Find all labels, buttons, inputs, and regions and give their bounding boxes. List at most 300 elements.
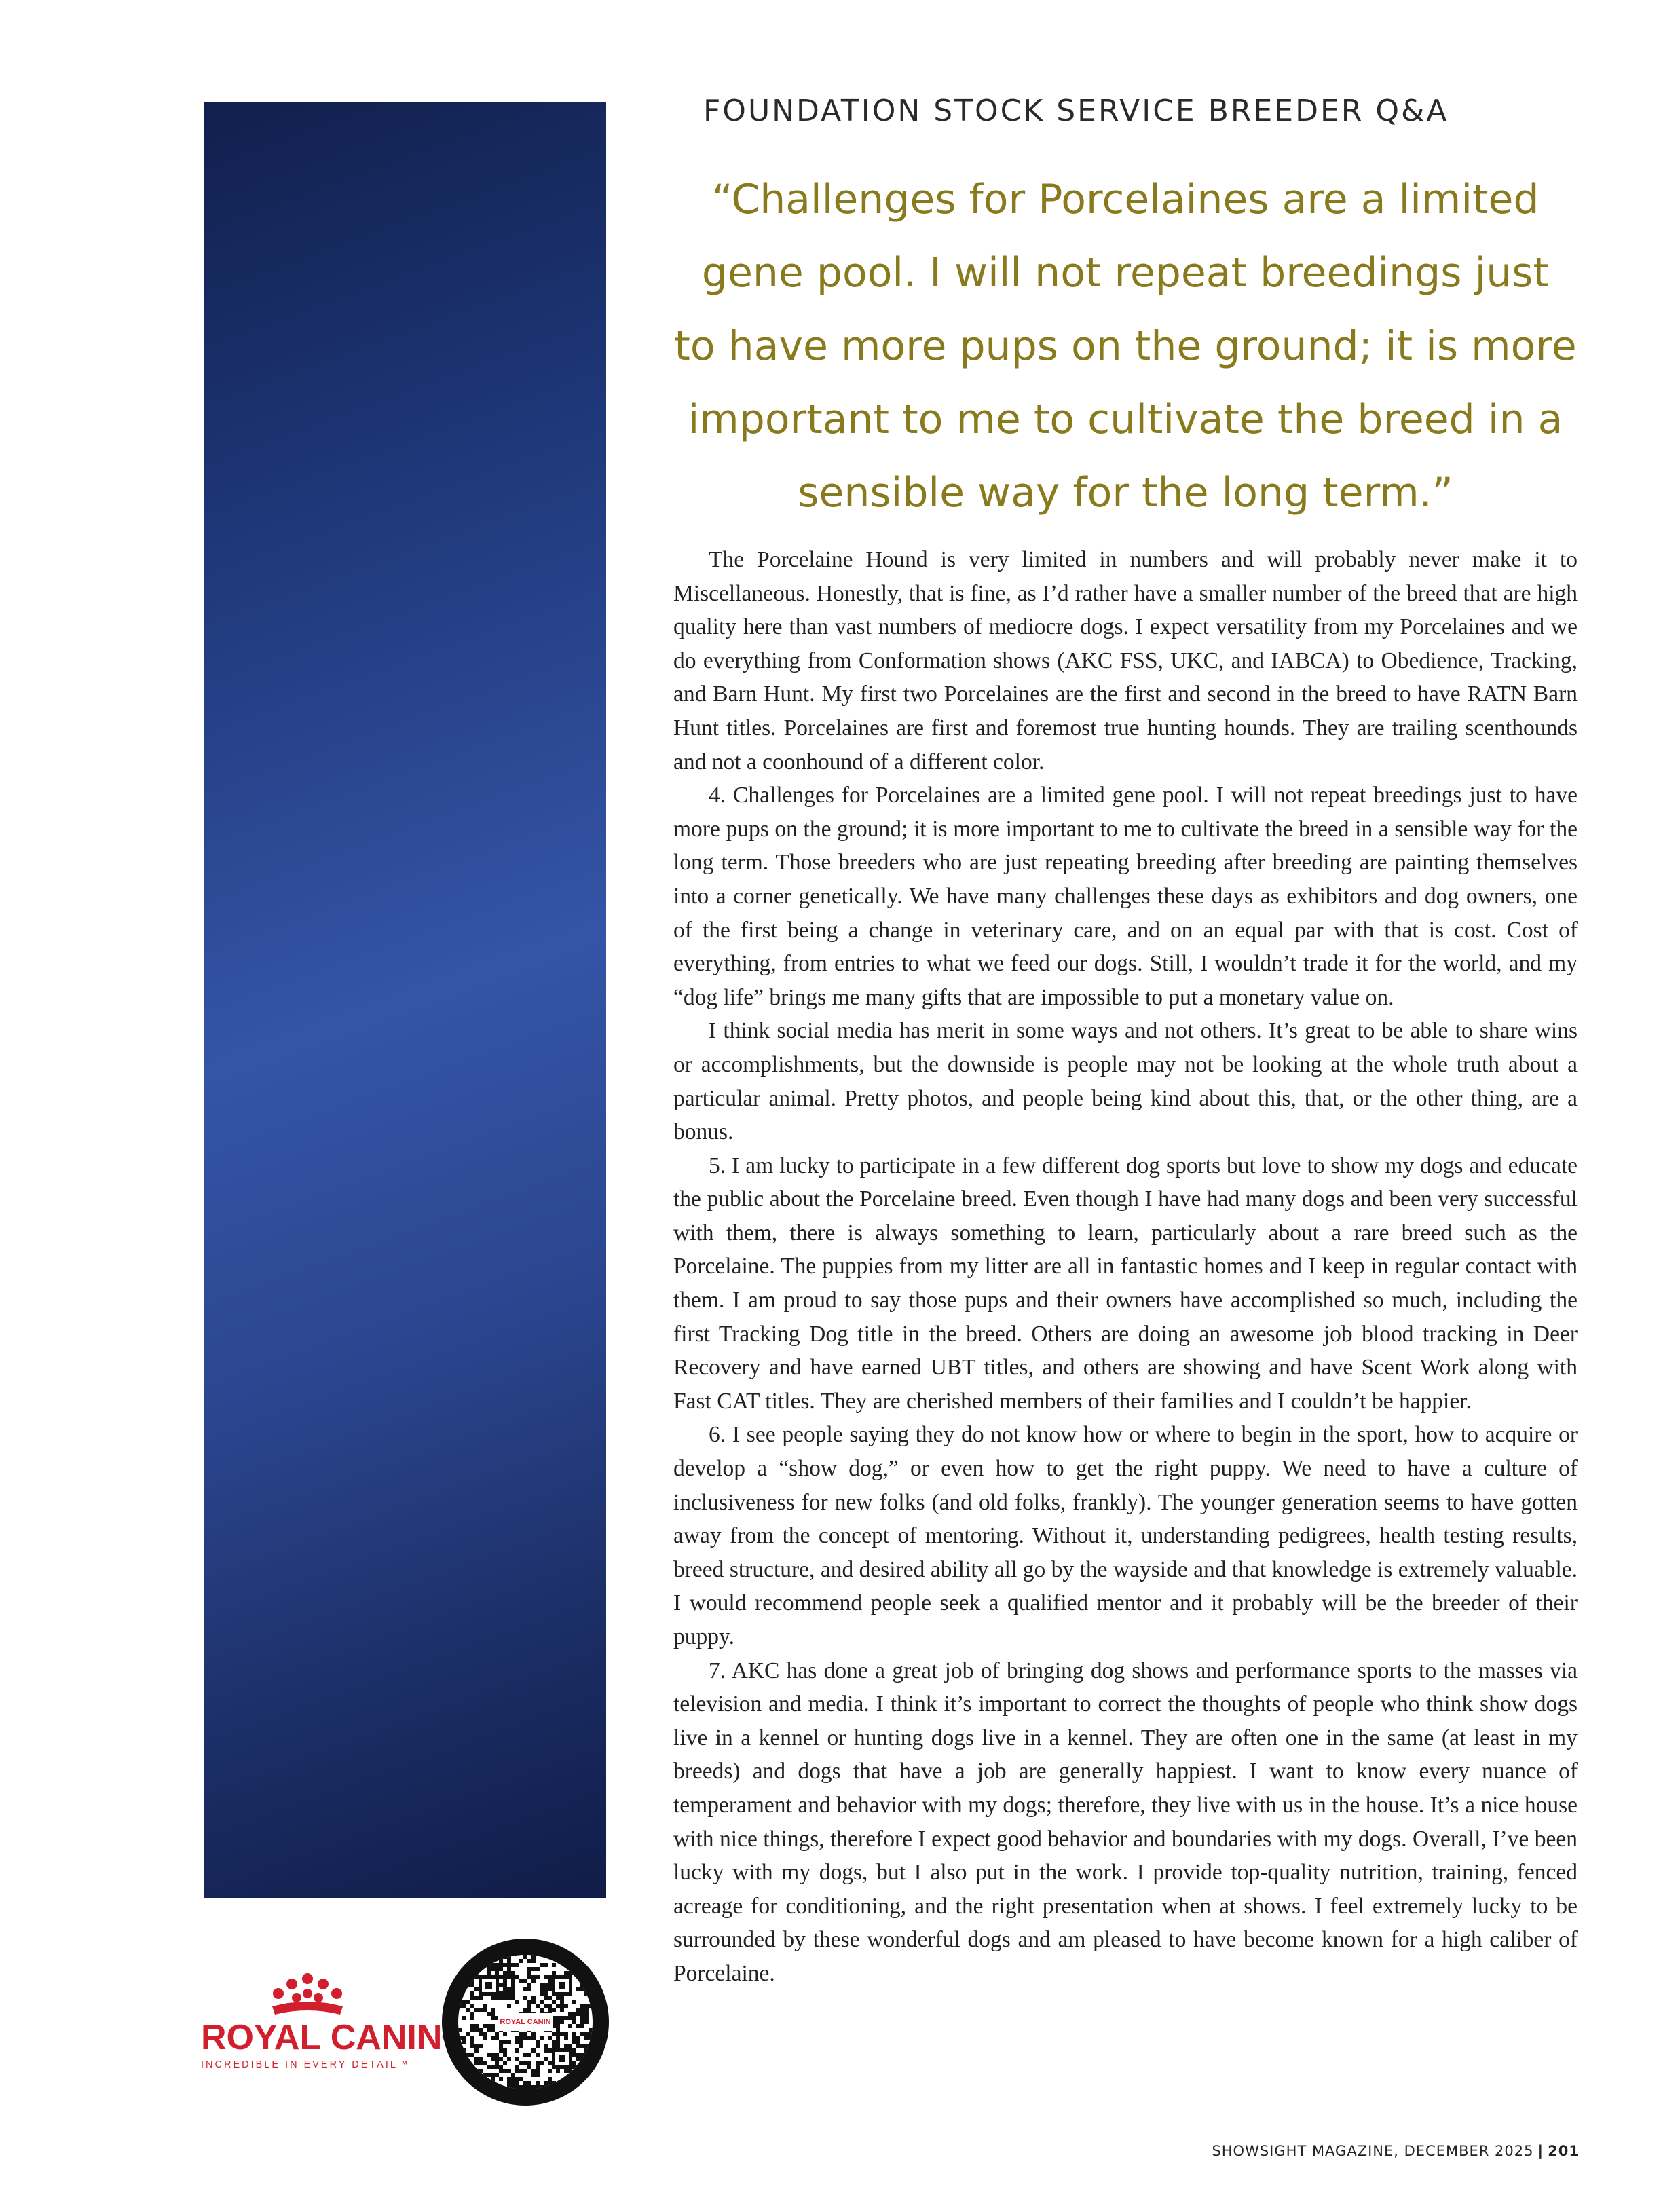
qr-module — [466, 2008, 470, 2012]
qr-module — [491, 2081, 495, 2085]
qr-module — [536, 2061, 540, 2065]
qr-module — [491, 2073, 495, 2077]
qr-module — [584, 2032, 589, 2036]
pull-quote-line: sensible way for the long term.” — [798, 469, 1453, 517]
qr-module — [495, 1963, 499, 1967]
qr-module — [580, 1987, 584, 1991]
qr-module — [511, 1983, 515, 1987]
qr-module — [568, 1959, 572, 1963]
qr-module — [584, 2012, 589, 2016]
qr-module — [544, 1987, 548, 1991]
qr-module — [523, 2032, 527, 2036]
qr-module — [536, 1967, 540, 1971]
qr-module — [462, 2036, 466, 2040]
qr-module — [499, 1983, 503, 1987]
qr-module — [462, 2016, 466, 2020]
qr-module — [589, 2061, 593, 2065]
qr-module — [572, 2000, 576, 2004]
qr-module — [548, 2008, 552, 2012]
qr-module — [572, 2081, 576, 2085]
qr-module — [483, 2004, 487, 2008]
qr-module — [470, 2004, 474, 2008]
qr-module — [584, 2044, 589, 2048]
qr-module — [487, 1955, 491, 1959]
qr-module — [466, 2032, 470, 2036]
qr-module — [580, 2024, 584, 2028]
qr-module — [576, 2008, 580, 2012]
qr-module — [556, 2032, 560, 2036]
qr-module — [584, 2036, 589, 2040]
qr-module — [491, 2012, 495, 2016]
qr-module — [584, 1975, 589, 1979]
qr-module — [536, 2065, 540, 2069]
qr-module — [470, 1979, 474, 1983]
qr-module — [462, 2057, 466, 2061]
pull-quote-line: gene pool. I will not repeat breedings just — [701, 249, 1550, 297]
qr-module — [507, 1959, 511, 1963]
qr-module — [576, 2044, 580, 2048]
qr-module — [458, 1971, 462, 1975]
qr-finder — [559, 1982, 565, 1989]
qr-module — [487, 2073, 491, 2077]
qr-module — [572, 2016, 576, 2020]
qr-module — [523, 2069, 527, 2073]
qr-module — [495, 2065, 499, 2069]
qr-module — [564, 2032, 568, 2036]
qr-module — [576, 2040, 580, 2044]
qr-module — [568, 2069, 572, 2073]
qr-module — [576, 1963, 580, 1967]
qr-module — [572, 2073, 576, 2077]
qr-module — [536, 2040, 540, 2044]
qr-module — [584, 2061, 589, 2065]
qr-module — [466, 2077, 470, 2081]
qr-module — [519, 2032, 523, 2036]
qr-module — [483, 2036, 487, 2040]
qr-module — [589, 2081, 593, 2085]
qr-module — [564, 1959, 568, 1963]
qr-module — [589, 2044, 593, 2048]
qr-module — [474, 1987, 479, 1991]
qr-module — [519, 1979, 523, 1983]
qr-module — [536, 2073, 540, 2077]
qr-module — [499, 2048, 503, 2053]
qr-module — [519, 1959, 523, 1963]
qr-module — [531, 2036, 536, 2040]
qr-module — [499, 2077, 503, 2081]
qr-module — [491, 1955, 495, 1959]
qr-module — [491, 2016, 495, 2020]
qr-module — [556, 2004, 560, 2008]
qr-module — [527, 2061, 531, 2065]
royal-canin-logo[interactable] — [201, 1972, 443, 2070]
qr-module — [580, 2057, 584, 2061]
qr-module — [495, 2061, 499, 2065]
qr-module — [564, 2044, 568, 2048]
qr-module — [462, 2065, 466, 2069]
qr-module — [487, 2085, 491, 2089]
qr-module — [548, 2077, 552, 2081]
qr-module — [515, 2036, 519, 2040]
qr-module — [544, 1983, 548, 1987]
qr-module — [474, 1996, 479, 2000]
qr-module — [564, 1971, 568, 1975]
qr-module — [556, 2020, 560, 2024]
article-paragraph: 4. Challenges for Porcelaines are a limited gene pool. I will not repeat breedings just to have more pups on the ground; it is more important to me to cultivate the breed in a sensible way for the long term. Those breeders who are just repeating breeding after breeding are painting themselves into a corner genetically. We have many challenges these days as exhibitors and dog owners, one of the first being a change in veterinary care, and on an equal par with that is cost. Cost of everything, from entries to what we feed our dogs. Still, I wouldn’t trade it for the world, and my “dog life” brings me many gifts that are impossible to put a monetary value on. — [673, 783, 1578, 1010]
qr-module — [479, 2032, 483, 2036]
qr-brand-badge: ROYAL CANIN — [498, 2013, 553, 2031]
qr-module — [519, 2061, 523, 2065]
qr-module — [589, 1963, 593, 1967]
qr-module — [548, 1983, 552, 1987]
qr-module — [560, 2004, 564, 2008]
qr-module — [576, 2073, 580, 2077]
qr-module — [507, 1963, 511, 1967]
qr-module — [511, 2085, 515, 2089]
qr-module — [515, 2000, 519, 2004]
qr-module — [470, 1983, 474, 1987]
qr-module — [507, 2004, 511, 2008]
qr-module — [580, 1955, 584, 1959]
pull-quote-line: “Challenges for Porcelaines are a limited — [711, 176, 1539, 223]
qr-module — [487, 2024, 491, 2028]
qr-module — [503, 2069, 507, 2073]
qr-module — [527, 2053, 531, 2057]
qr-module — [548, 1979, 552, 1983]
qr-module — [515, 2085, 519, 2089]
qr-module — [572, 2036, 576, 2040]
qr-module — [495, 1971, 499, 1975]
qr-module — [507, 1975, 511, 1979]
qr-module — [483, 2032, 487, 2036]
qr-module — [536, 2081, 540, 2085]
qr-module — [458, 2044, 462, 2048]
qr-module — [564, 2069, 568, 2073]
qr-module — [531, 2048, 536, 2053]
qr-module — [511, 1991, 515, 1996]
qr-module — [515, 2081, 519, 2085]
qr-module — [576, 2036, 580, 2040]
qr-module — [576, 2057, 580, 2061]
qr-module — [580, 1983, 584, 1987]
qr-module — [462, 2048, 466, 2053]
qr-module — [589, 1983, 593, 1987]
qr-module — [527, 2085, 531, 2089]
qr-module — [483, 2061, 487, 2065]
qr-module — [470, 2077, 474, 2081]
qr-module — [580, 2032, 584, 2036]
qr-module — [458, 2004, 462, 2008]
qr-module — [495, 2057, 499, 2061]
qr-module — [580, 2053, 584, 2057]
qr-module — [491, 2008, 495, 2012]
qr-module — [470, 1996, 474, 2000]
qr-module — [458, 2053, 462, 2057]
qr-module — [584, 2016, 589, 2020]
qr-module — [536, 2085, 540, 2089]
qr-module — [462, 2061, 466, 2065]
qr-module — [544, 2057, 548, 2061]
qr-module — [556, 2036, 560, 2040]
pull-quote — [672, 163, 1579, 529]
qr-module — [507, 1967, 511, 1971]
qr-module — [531, 2032, 536, 2036]
qr-module — [540, 1963, 544, 1967]
qr-module — [552, 2040, 556, 2044]
qr-module — [560, 2085, 564, 2089]
qr-module — [580, 2012, 584, 2016]
qr-module — [507, 1987, 511, 1991]
qr-module — [470, 1967, 474, 1971]
qr-module — [548, 2069, 552, 2073]
qr-module — [479, 2081, 483, 2085]
footer-separator: | — [1537, 2143, 1544, 2159]
qr-module — [462, 1975, 466, 1979]
qr-module — [462, 1955, 466, 1959]
qr-module — [499, 2069, 503, 2073]
qr-module — [540, 2036, 544, 2040]
qr-module — [491, 2028, 495, 2032]
qr-module — [564, 2004, 568, 2008]
qr-module — [503, 1963, 507, 1967]
qr-module — [584, 2057, 589, 2061]
qr-module — [568, 2016, 572, 2020]
qr-module — [580, 2044, 584, 2048]
qr-module — [458, 1991, 462, 1996]
qr-module — [540, 2085, 544, 2089]
qr-module — [589, 2057, 593, 2061]
qr-module — [584, 1987, 589, 1991]
qr-module — [495, 2032, 499, 2036]
qr-module — [560, 2016, 564, 2020]
qr-module — [576, 2085, 580, 2089]
qr-module — [548, 1975, 552, 1979]
qr-module — [548, 1996, 552, 2000]
qr-module — [491, 2024, 495, 2028]
qr-module — [576, 1987, 580, 1991]
qr-module — [487, 1963, 491, 1967]
qr-module — [511, 1971, 515, 1975]
qr-module — [527, 2004, 531, 2008]
qr-module — [580, 2016, 584, 2020]
qr-module — [523, 2061, 527, 2065]
qr-module — [495, 2073, 499, 2077]
qr-module — [584, 2008, 589, 2012]
qr-module — [495, 1996, 499, 2000]
qr-module — [511, 1975, 515, 1979]
qr-module — [462, 2077, 466, 2081]
qr-module — [556, 2044, 560, 2048]
qr-module — [458, 2028, 462, 2032]
qr-finder — [485, 1982, 492, 1989]
qr-module — [470, 2016, 474, 2020]
qr-module — [515, 1963, 519, 1967]
qr-module — [495, 2053, 499, 2057]
qr-module — [564, 1955, 568, 1959]
qr-module — [527, 2036, 531, 2040]
qr-module — [548, 2081, 552, 2085]
qr-module — [531, 2073, 536, 2077]
qr-module — [572, 2012, 576, 2016]
qr-module — [540, 1991, 544, 1996]
qr-module — [474, 2024, 479, 2028]
qr-module — [511, 1987, 515, 1991]
qr-module — [462, 2004, 466, 2008]
qr-module — [499, 1975, 503, 1979]
qr-module — [560, 1959, 564, 1963]
pull-quote-line: to have more pups on the ground; it is more — [674, 322, 1577, 370]
qr-module — [584, 1991, 589, 1996]
qr-module — [564, 2036, 568, 2040]
qr-module — [470, 2040, 474, 2044]
qr-module — [552, 2044, 556, 2048]
qr-module — [491, 1963, 495, 1967]
qr-module — [523, 2053, 527, 2057]
qr-module — [479, 2085, 483, 2089]
qr-module — [531, 1967, 536, 1971]
qr-module — [564, 1963, 568, 1967]
qr-module — [515, 2048, 519, 2053]
qr-module — [572, 1971, 576, 1975]
qr-module — [589, 2065, 593, 2069]
qr-module — [462, 2073, 466, 2077]
footer-publication: SHOWSIGHT MAGAZINE, DECEMBER 2025 — [1212, 2143, 1534, 2159]
qr-module — [479, 2069, 483, 2073]
qr-module — [503, 2032, 507, 2036]
qr-module — [499, 1967, 503, 1971]
crown-icon — [267, 1972, 348, 2017]
qr-module — [511, 1996, 515, 2000]
qr-module — [470, 2012, 474, 2016]
qr-module — [527, 1987, 531, 1991]
qr-module — [580, 2081, 584, 2085]
qr-module — [568, 2077, 572, 2081]
qr-module — [483, 2024, 487, 2028]
qr-module — [576, 1967, 580, 1971]
qr-module — [576, 1955, 580, 1959]
qr-module — [568, 1971, 572, 1975]
qr-module — [552, 1971, 556, 1975]
qr-module — [548, 2061, 552, 2065]
qr-module — [507, 1996, 511, 2000]
qr-module — [531, 2069, 536, 2073]
qr-module — [536, 1975, 540, 1979]
qr-module — [523, 1987, 527, 1991]
qr-module — [523, 1996, 527, 2000]
qr-module — [491, 2053, 495, 2057]
qr-module — [458, 2065, 462, 2069]
qr-module — [544, 1996, 548, 2000]
qr-module — [531, 1979, 536, 1983]
qr-module — [544, 2081, 548, 2085]
qr-module — [584, 1971, 589, 1975]
qr-module — [474, 2044, 479, 2048]
qr-module — [523, 2081, 527, 2085]
qr-module — [491, 2057, 495, 2061]
qr-module — [560, 1996, 564, 2000]
qr-module — [519, 2077, 523, 2081]
qr-module — [507, 2069, 511, 2073]
qr-module — [499, 2044, 503, 2048]
qr-module — [507, 1955, 511, 1959]
qr-module — [499, 2065, 503, 2069]
qr-module — [589, 2032, 593, 2036]
qr-module — [556, 1996, 560, 2000]
qr-module — [511, 2073, 515, 2077]
pull-quote-line: important to me to cultivate the breed in a — [688, 396, 1563, 443]
qr-module — [576, 2053, 580, 2057]
qr-module — [540, 1983, 544, 1987]
qr-module — [589, 2073, 593, 2077]
qr-module — [519, 2036, 523, 2040]
qr-module — [548, 1955, 552, 1959]
qr-module — [556, 2069, 560, 2073]
qr-module — [503, 1979, 507, 1983]
qr-module — [556, 2028, 560, 2032]
qr-module — [479, 2057, 483, 2061]
qr-module — [462, 2040, 466, 2044]
qr-module — [544, 2044, 548, 2048]
qr-module — [584, 2053, 589, 2057]
qr-module — [527, 1971, 531, 1975]
qr-module — [479, 2008, 483, 2012]
qr-module — [474, 1975, 479, 1979]
qr-module — [458, 2036, 462, 2040]
qr-module — [564, 2077, 568, 2081]
qr-module — [491, 2036, 495, 2040]
qr-module — [556, 2040, 560, 2044]
qr-module — [568, 2044, 572, 2048]
qr-module — [515, 1975, 519, 1979]
qr-module — [503, 1971, 507, 1975]
qr-module — [523, 2036, 527, 2040]
qr-module — [499, 1991, 503, 1996]
qr-module — [474, 2048, 479, 2053]
qr-module — [499, 1963, 503, 1967]
qr-module — [458, 2077, 462, 2081]
qr-module — [527, 1959, 531, 1963]
qr-module — [491, 2065, 495, 2069]
qr-module — [503, 2053, 507, 2057]
qr-module — [540, 2000, 544, 2004]
qr-module — [540, 1987, 544, 1991]
qr-module — [523, 1979, 527, 1983]
article-paragraph: I think social media has merit in some ways and not others. It’s great to be able to share wins or accomplishments, but the downside is people may not be looking at the whole truth about a particular animal. Pretty photos, and people being kind about this, that, or the other thing, are a bonus. — [673, 1018, 1578, 1145]
qr-module — [519, 2044, 523, 2048]
qr-module — [556, 2024, 560, 2028]
qr-module — [540, 2061, 544, 2065]
qr-module — [536, 2053, 540, 2057]
qr-module — [572, 2053, 576, 2057]
qr-module — [589, 1959, 593, 1963]
qr-module — [511, 1963, 515, 1967]
qr-module — [458, 1959, 462, 1963]
qr-module — [552, 2081, 556, 2085]
qr-module — [487, 1971, 491, 1975]
qr-module — [564, 2016, 568, 2020]
qr-module — [458, 1979, 462, 1983]
qr-module — [519, 2069, 523, 2073]
qr-code — [458, 1955, 593, 2089]
qr-module — [507, 1971, 511, 1975]
qr-module — [564, 2081, 568, 2085]
page-number: 201 — [1548, 2143, 1580, 2159]
qr-module — [479, 1996, 483, 2000]
qr-module — [487, 2028, 491, 2032]
qr-module — [495, 1967, 499, 1971]
qr-module — [503, 1991, 507, 1996]
qr-code-badge[interactable] — [442, 1939, 609, 2106]
